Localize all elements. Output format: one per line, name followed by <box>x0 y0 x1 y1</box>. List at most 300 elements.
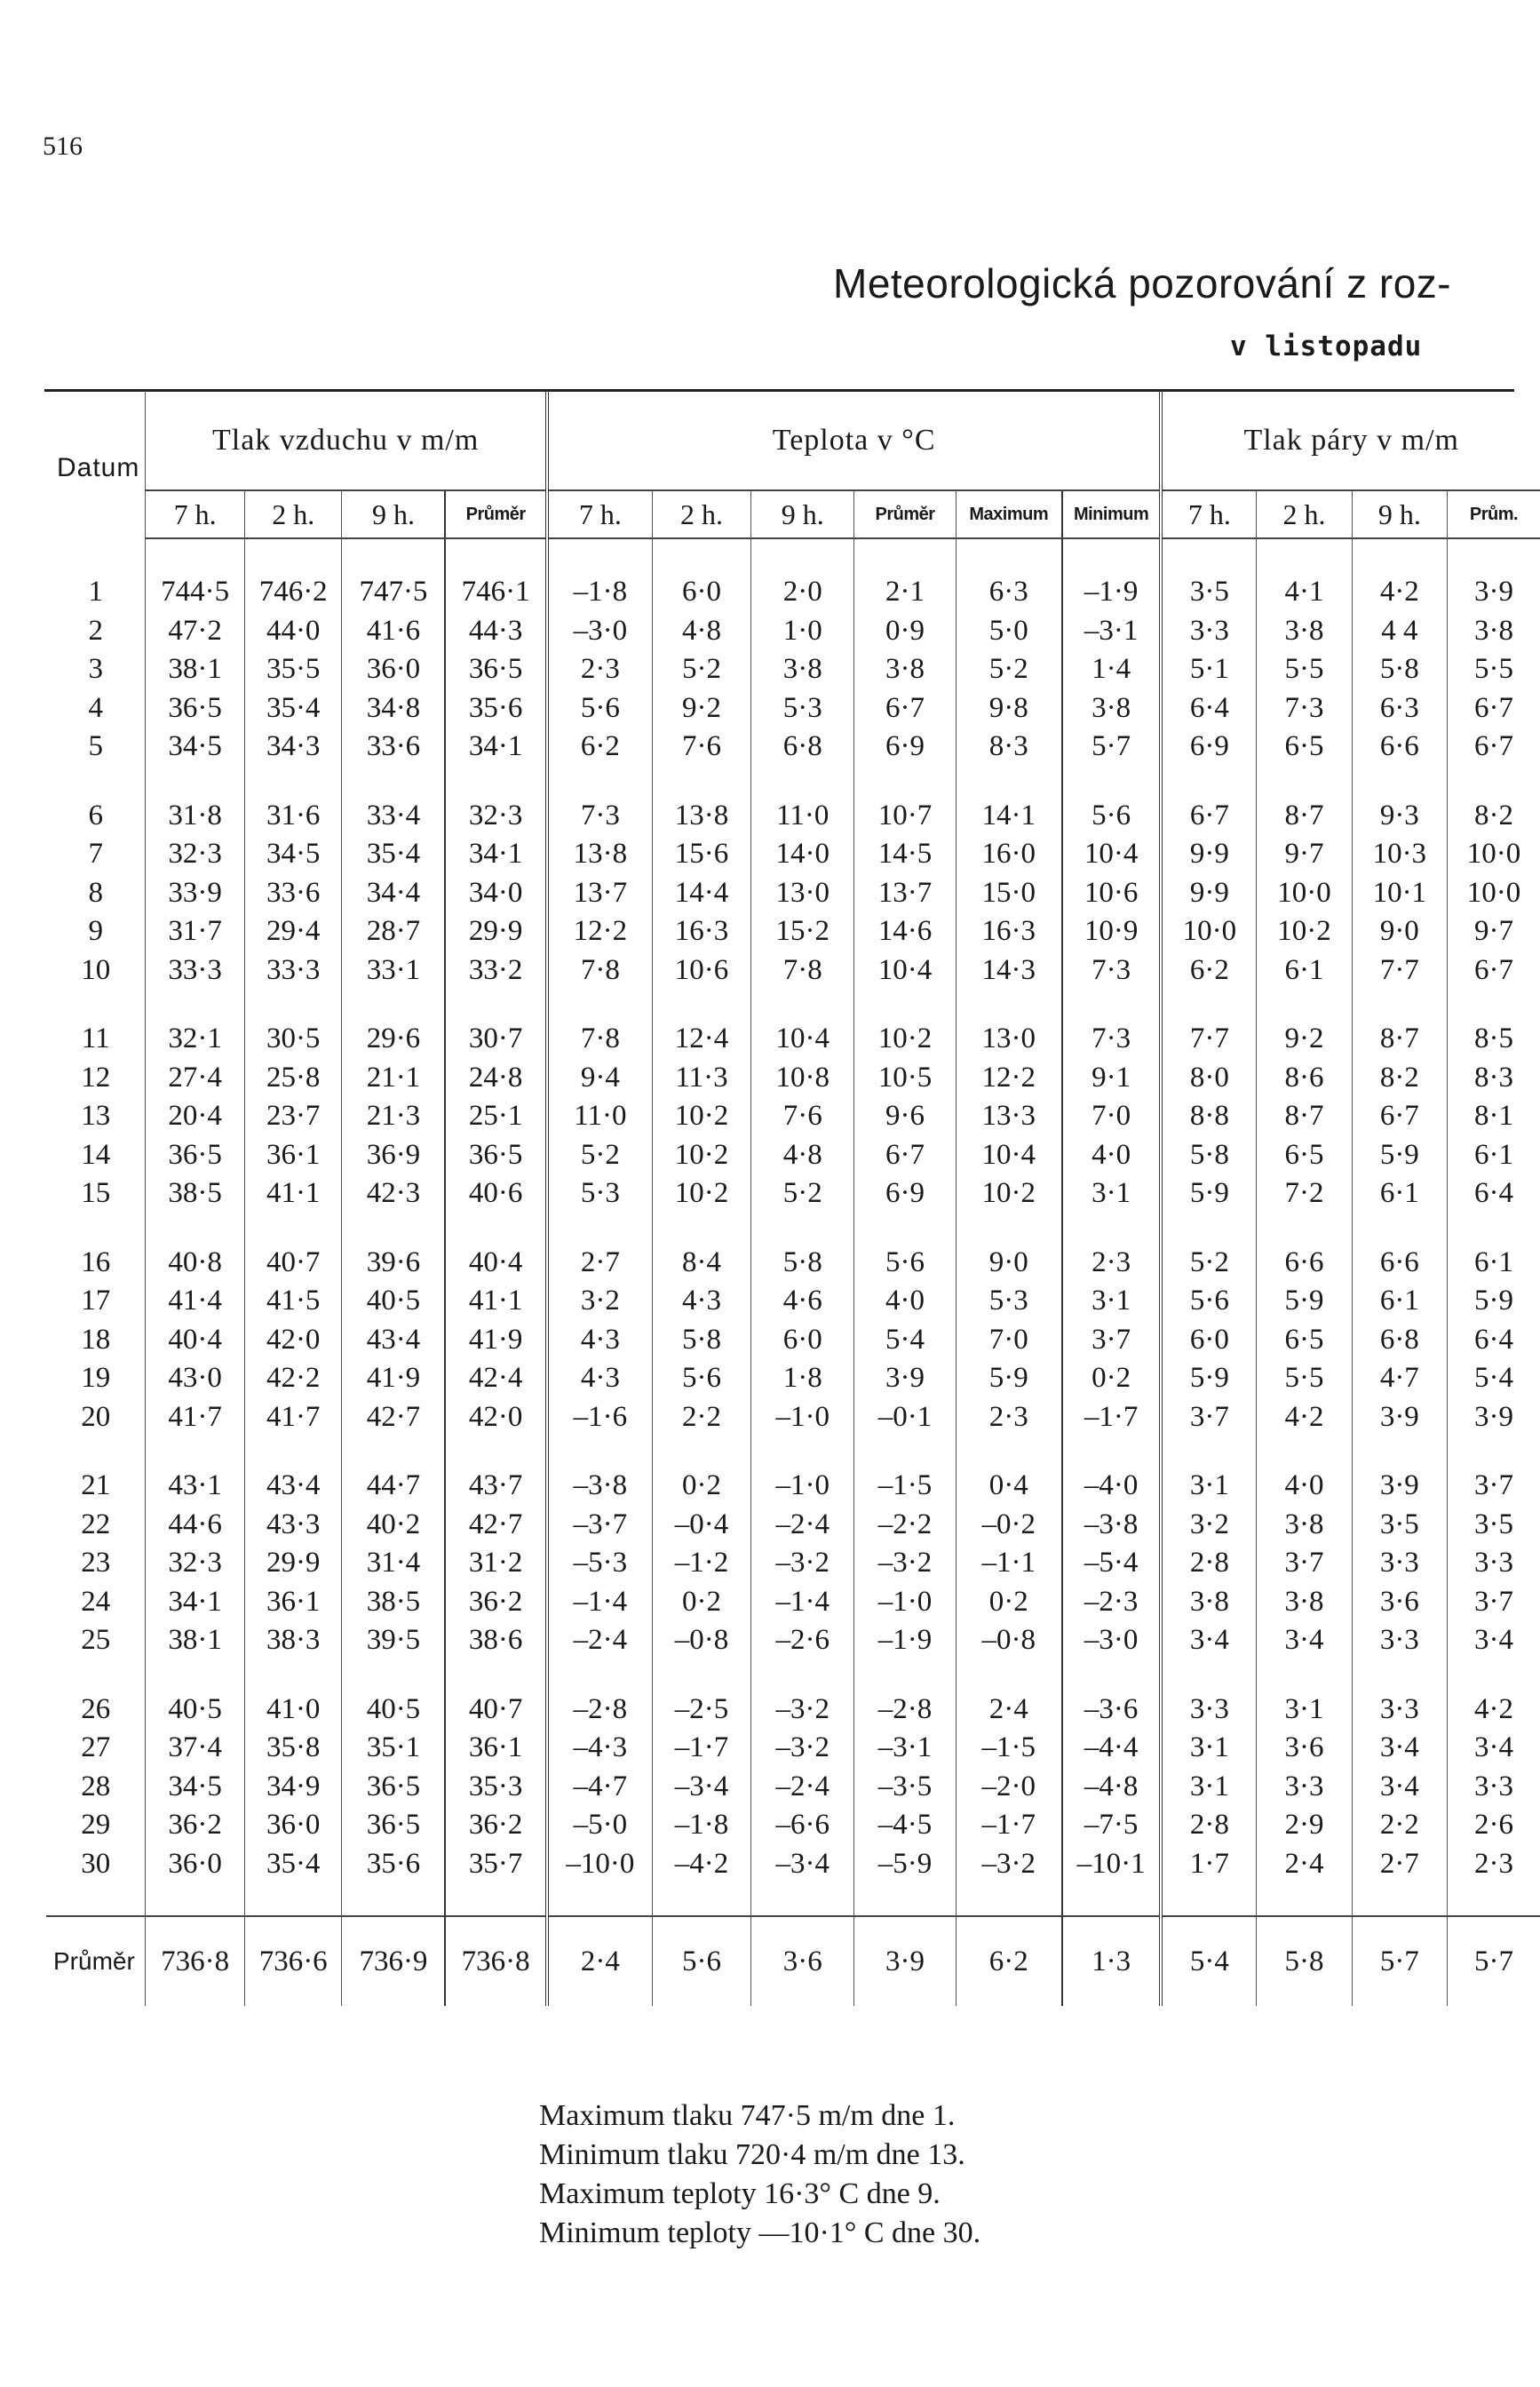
value-cell: 38·1 <box>146 650 245 689</box>
value-cell: 10·1 <box>1352 874 1447 913</box>
value-cell: 6·6 <box>1352 728 1447 767</box>
value-cell: 3·3 <box>1161 612 1256 651</box>
value-cell: 1·0 <box>751 612 854 651</box>
datum-header: Datum <box>57 453 140 482</box>
value-cell: 40·7 <box>244 1244 342 1283</box>
value-cell: 6·0 <box>1161 1321 1256 1360</box>
value-cell: 33·1 <box>342 951 445 991</box>
value-cell: –3·8 <box>547 1467 652 1506</box>
value-cell: 42·3 <box>342 1174 445 1213</box>
table-row <box>46 1691 1540 1730</box>
value-cell: 746·2 <box>244 573 342 612</box>
day-cell: 17 <box>81 1285 111 1317</box>
value-cell: –1·8 <box>547 573 652 612</box>
mean-value-cell: 5·7 <box>1352 1916 1447 2006</box>
value-cell: 31·4 <box>342 1544 445 1583</box>
value-cell: 4·3 <box>547 1321 652 1360</box>
mean-value-cell: 3·6 <box>751 1916 854 2006</box>
value-cell: –1·0 <box>751 1467 854 1506</box>
table-row <box>46 1359 1540 1398</box>
value-cell: –1·5 <box>854 1467 956 1506</box>
value-cell: –3·2 <box>956 1845 1062 1884</box>
value-cell: 33·4 <box>342 797 445 836</box>
value-cell: 7·3 <box>1257 689 1352 728</box>
value-cell: 36·1 <box>445 1729 547 1768</box>
value-cell: 47·2 <box>146 612 245 651</box>
value-cell: 32·3 <box>445 797 547 836</box>
value-cell: 13·7 <box>854 874 956 913</box>
table-row <box>46 650 1540 689</box>
table-row <box>46 1583 1540 1622</box>
value-cell: 14·5 <box>854 835 956 874</box>
value-cell: 3·3 <box>1352 1621 1447 1660</box>
value-cell: 5·8 <box>1161 1136 1256 1175</box>
value-cell: 38·3 <box>244 1621 342 1660</box>
value-cell: 6·4 <box>1447 1321 1540 1360</box>
value-cell: –4·4 <box>1062 1729 1162 1768</box>
value-cell: 3·2 <box>1161 1506 1256 1545</box>
table-row <box>46 612 1540 651</box>
value-cell: 25·8 <box>244 1059 342 1098</box>
value-cell: –4·0 <box>1062 1467 1162 1506</box>
value-cell: 42·0 <box>445 1398 547 1437</box>
value-cell: 4·7 <box>1352 1359 1447 1398</box>
value-cell: –3·0 <box>1062 1621 1162 1660</box>
value-cell: 8·0 <box>1161 1059 1256 1098</box>
value-cell: 0·4 <box>956 1467 1062 1506</box>
column-header-row <box>46 490 1540 538</box>
value-cell: 7·7 <box>1161 1020 1256 1059</box>
value-cell: 42·7 <box>342 1398 445 1437</box>
value-cell: 34·4 <box>342 874 445 913</box>
value-cell: 4·2 <box>1447 1691 1540 1730</box>
value-cell: 5·2 <box>751 1174 854 1213</box>
value-cell: 5·5 <box>1447 650 1540 689</box>
value-cell: –3·4 <box>751 1845 854 1884</box>
value-cell: –3·0 <box>547 612 652 651</box>
value-cell: 10·0 <box>1447 874 1540 913</box>
value-cell: 16·3 <box>652 912 750 951</box>
day-cell: 10 <box>81 953 111 986</box>
value-cell: 5·8 <box>751 1244 854 1283</box>
mean-value-cell: 3·9 <box>854 1916 956 2006</box>
value-cell: 8·7 <box>1257 1097 1352 1136</box>
table-row <box>46 1467 1540 1506</box>
column-header: Prům. <box>1447 490 1540 538</box>
value-cell: 7·0 <box>956 1321 1062 1360</box>
value-cell: 746·1 <box>445 573 547 612</box>
value-cell: –1·7 <box>1062 1398 1162 1437</box>
mean-value-cell: 5·7 <box>1447 1916 1540 2006</box>
value-cell: 12·4 <box>652 1020 750 1059</box>
value-cell: –5·0 <box>547 1806 652 1845</box>
value-cell: 20·4 <box>146 1097 245 1136</box>
table-row <box>46 1768 1540 1807</box>
value-cell: –0·8 <box>956 1621 1062 1660</box>
summary-block <box>539 2097 980 2253</box>
value-cell: 2·7 <box>1352 1845 1447 1884</box>
tlak-pary-header: Tlak páry v m/m <box>1161 391 1540 490</box>
column-header: 7 h. <box>146 490 245 538</box>
value-cell: 34·1 <box>445 835 547 874</box>
value-cell: 1·8 <box>751 1359 854 1398</box>
value-cell: 0·2 <box>652 1583 750 1622</box>
value-cell: 3·8 <box>854 650 956 689</box>
value-cell: 10·6 <box>652 951 750 991</box>
value-cell: 6·3 <box>956 573 1062 612</box>
mean-value-cell: 5·8 <box>1257 1916 1352 2006</box>
value-cell: 41·7 <box>146 1398 245 1437</box>
column-header: 7 h. <box>1161 490 1256 538</box>
value-cell: 40·6 <box>445 1174 547 1213</box>
table-row <box>46 1806 1540 1845</box>
value-cell: 3·6 <box>1257 1729 1352 1768</box>
value-cell: 3·3 <box>1352 1544 1447 1583</box>
value-cell: –0·8 <box>652 1621 750 1660</box>
table-row <box>46 1020 1540 1059</box>
table-row <box>46 728 1540 767</box>
mean-value-cell: 736·8 <box>445 1916 547 2006</box>
value-cell: 3·8 <box>1447 612 1540 651</box>
value-cell: 4·0 <box>1062 1136 1162 1175</box>
value-cell: 33·2 <box>445 951 547 991</box>
value-cell: 2·0 <box>751 573 854 612</box>
value-cell: 9·1 <box>1062 1059 1162 1098</box>
day-cell: 21 <box>81 1469 111 1501</box>
value-cell: –1·0 <box>751 1398 854 1437</box>
value-cell: 3·4 <box>1257 1621 1352 1660</box>
value-cell: 3·1 <box>1161 1729 1256 1768</box>
value-cell: 7·2 <box>1257 1174 1352 1213</box>
value-cell: 744·5 <box>146 573 245 612</box>
value-cell: 36·0 <box>146 1845 245 1884</box>
value-cell: 9·0 <box>1352 912 1447 951</box>
value-cell: 10·2 <box>956 1174 1062 1213</box>
value-cell: 7·8 <box>751 951 854 991</box>
value-cell: 14·1 <box>956 797 1062 836</box>
value-cell: –4·7 <box>547 1768 652 1807</box>
value-cell: 6·7 <box>854 1136 956 1175</box>
page-subtitle: v listopadu <box>1230 330 1423 362</box>
value-cell: 43·7 <box>445 1467 547 1506</box>
day-cell: 18 <box>81 1323 111 1356</box>
column-header: 2 h. <box>652 490 750 538</box>
column-header: 9 h. <box>342 490 445 538</box>
day-cell: 15 <box>81 1177 111 1209</box>
value-cell: 3·8 <box>1257 1583 1352 1622</box>
value-cell: 9·2 <box>1257 1020 1352 1059</box>
value-cell: –4·5 <box>854 1806 956 1845</box>
value-cell: 13·7 <box>547 874 652 913</box>
day-cell: 14 <box>81 1138 111 1171</box>
value-cell: 35·6 <box>342 1845 445 1884</box>
value-cell: 7·3 <box>547 797 652 836</box>
value-cell: 4·0 <box>854 1282 956 1321</box>
value-cell: 5·6 <box>652 1359 750 1398</box>
value-cell: 41·4 <box>146 1282 245 1321</box>
value-cell: 10·8 <box>751 1059 854 1098</box>
value-cell: 35·1 <box>342 1729 445 1768</box>
value-cell: 4·2 <box>1257 1398 1352 1437</box>
value-cell: 3·8 <box>1257 1506 1352 1545</box>
value-cell: 33·6 <box>244 874 342 913</box>
value-cell: 34·1 <box>146 1583 245 1622</box>
value-cell: 3·1 <box>1257 1691 1352 1730</box>
value-cell: 3·3 <box>1257 1768 1352 1807</box>
value-cell: 6·9 <box>1161 728 1256 767</box>
value-cell: 24·8 <box>445 1059 547 1098</box>
value-cell: 39·5 <box>342 1621 445 1660</box>
value-cell: –3·2 <box>751 1691 854 1730</box>
value-cell: 14·0 <box>751 835 854 874</box>
value-cell: 4·1 <box>1257 573 1352 612</box>
day-cell: 25 <box>81 1624 111 1656</box>
value-cell: 11·0 <box>547 1097 652 1136</box>
value-cell: 5·2 <box>652 650 750 689</box>
value-cell: 29·9 <box>244 1544 342 1583</box>
mean-value-cell: 736·9 <box>342 1916 445 2006</box>
value-cell: 2·3 <box>1447 1845 1540 1884</box>
value-cell: 11·0 <box>751 797 854 836</box>
column-header: 9 h. <box>751 490 854 538</box>
value-cell: 43·3 <box>244 1506 342 1545</box>
value-cell: 6·3 <box>1352 689 1447 728</box>
value-cell: –1·2 <box>652 1544 750 1583</box>
table-row <box>46 1097 1540 1136</box>
value-cell: 40·4 <box>445 1244 547 1283</box>
column-header: 2 h. <box>1257 490 1352 538</box>
value-cell: 4 4 <box>1352 612 1447 651</box>
value-cell: 44·7 <box>342 1467 445 1506</box>
value-cell: 35·3 <box>445 1768 547 1807</box>
summary-line-min-temperature: Minimum teploty —10·1° C dne 30. <box>539 2216 981 2249</box>
day-cell: 1 <box>88 576 103 608</box>
value-cell: 5·6 <box>854 1244 956 1283</box>
value-cell: 7·6 <box>652 728 750 767</box>
value-cell: 2·1 <box>854 573 956 612</box>
value-cell: 34·1 <box>445 728 547 767</box>
value-cell: 41·9 <box>342 1359 445 1398</box>
value-cell: 14·6 <box>854 912 956 951</box>
value-cell: 42·2 <box>244 1359 342 1398</box>
value-cell: 5·8 <box>1352 650 1447 689</box>
value-cell: 36·1 <box>244 1136 342 1175</box>
value-cell: 3·7 <box>1447 1583 1540 1622</box>
value-cell: 6·7 <box>1352 1097 1447 1136</box>
value-cell: 8·1 <box>1447 1097 1540 1136</box>
value-cell: 44·6 <box>146 1506 245 1545</box>
value-cell: 3·4 <box>1161 1621 1256 1660</box>
value-cell: 5·9 <box>1161 1174 1256 1213</box>
mean-value-cell: 2·4 <box>547 1916 652 2006</box>
value-cell: 9·9 <box>1161 874 1256 913</box>
value-cell: 35·4 <box>342 835 445 874</box>
value-cell: 0·9 <box>854 612 956 651</box>
value-cell: 40·5 <box>342 1282 445 1321</box>
value-cell: 2·9 <box>1257 1806 1352 1845</box>
value-cell: 0·2 <box>1062 1359 1162 1398</box>
value-cell: 42·0 <box>244 1321 342 1360</box>
value-cell: 16·3 <box>956 912 1062 951</box>
value-cell: 3·3 <box>1447 1768 1540 1807</box>
value-cell: 9·3 <box>1352 797 1447 836</box>
value-cell: –5·3 <box>547 1544 652 1583</box>
value-cell: 9·2 <box>652 689 750 728</box>
value-cell: 36·2 <box>445 1806 547 1845</box>
value-cell: 3·5 <box>1161 573 1256 612</box>
value-cell: 6·9 <box>854 728 956 767</box>
value-cell: 7·7 <box>1352 951 1447 991</box>
value-cell: 3·8 <box>1062 689 1162 728</box>
value-cell: –1·5 <box>956 1729 1062 1768</box>
value-cell: 5·6 <box>1161 1282 1256 1321</box>
value-cell: –3·1 <box>854 1729 956 1768</box>
value-cell: 5·6 <box>547 689 652 728</box>
value-cell: 41·5 <box>244 1282 342 1321</box>
value-cell: 8·7 <box>1352 1020 1447 1059</box>
value-cell: 38·5 <box>146 1174 245 1213</box>
value-cell: –0·2 <box>956 1506 1062 1545</box>
value-cell: 4·3 <box>547 1359 652 1398</box>
value-cell: 33·9 <box>146 874 245 913</box>
value-cell: 41·0 <box>244 1691 342 1730</box>
value-cell: 31·7 <box>146 912 245 951</box>
value-cell: 36·9 <box>342 1136 445 1175</box>
value-cell: –1·4 <box>751 1583 854 1622</box>
summary-line-max-temperature: Maximum teploty 16·3° C dne 9. <box>539 2177 941 2210</box>
value-cell: 38·6 <box>445 1621 547 1660</box>
value-cell: 10·4 <box>751 1020 854 1059</box>
value-cell: 3·9 <box>1447 1398 1540 1437</box>
column-header: Průměr <box>445 490 547 538</box>
value-cell: 15·0 <box>956 874 1062 913</box>
value-cell: 34·8 <box>342 689 445 728</box>
mean-value-cell: 736·6 <box>244 1916 342 2006</box>
value-cell: 5·9 <box>1352 1136 1447 1175</box>
value-cell: 8·4 <box>652 1244 750 1283</box>
value-cell: 13·8 <box>547 835 652 874</box>
value-cell: 1·4 <box>1062 650 1162 689</box>
page-title: Meteorologická pozorování z roz- <box>833 260 1452 306</box>
value-cell: 5·1 <box>1161 650 1256 689</box>
value-cell: 6·1 <box>1447 1244 1540 1283</box>
value-cell: 6·7 <box>1161 797 1256 836</box>
value-cell: 10·5 <box>854 1059 956 1098</box>
value-cell: 42·4 <box>445 1359 547 1398</box>
value-cell: 10·2 <box>652 1097 750 1136</box>
value-cell: 3·6 <box>1352 1583 1447 1622</box>
value-cell: 4·2 <box>1352 573 1447 612</box>
value-cell: –4·8 <box>1062 1768 1162 1807</box>
value-cell: 7·8 <box>547 1020 652 1059</box>
value-cell: 41·1 <box>244 1174 342 1213</box>
value-cell: 4·8 <box>751 1136 854 1175</box>
value-cell: 4·3 <box>652 1282 750 1321</box>
table-row <box>46 951 1540 991</box>
value-cell: 3·4 <box>1352 1729 1447 1768</box>
value-cell: 6·7 <box>1447 728 1540 767</box>
value-cell: –2·4 <box>547 1621 652 1660</box>
value-cell: 6·1 <box>1352 1282 1447 1321</box>
day-cell: 11 <box>81 1022 110 1054</box>
value-cell: 747·5 <box>342 573 445 612</box>
value-cell: 34·9 <box>244 1768 342 1807</box>
value-cell: 34·0 <box>445 874 547 913</box>
value-cell: –3·2 <box>854 1544 956 1583</box>
value-cell: 15·2 <box>751 912 854 951</box>
value-cell: 3·5 <box>1352 1506 1447 1545</box>
value-cell: –2·5 <box>652 1691 750 1730</box>
value-cell: 7·6 <box>751 1097 854 1136</box>
value-cell: 30·5 <box>244 1020 342 1059</box>
value-cell: –10·0 <box>547 1845 652 1884</box>
value-cell: 5·5 <box>1257 650 1352 689</box>
value-cell: 29·6 <box>342 1020 445 1059</box>
value-cell: 40·7 <box>445 1691 547 1730</box>
value-cell: 8·5 <box>1447 1020 1540 1059</box>
value-cell: 9·7 <box>1257 835 1352 874</box>
table-row <box>46 835 1540 874</box>
value-cell: 36·5 <box>342 1768 445 1807</box>
value-cell: 6·6 <box>1257 1244 1352 1283</box>
value-cell: 43·4 <box>342 1321 445 1360</box>
value-cell: 40·2 <box>342 1506 445 1545</box>
value-cell: 32·3 <box>146 1544 245 1583</box>
value-cell: 36·0 <box>244 1806 342 1845</box>
value-cell: 3·5 <box>1447 1506 1540 1545</box>
value-cell: 13·8 <box>652 797 750 836</box>
day-cell: 16 <box>81 1245 111 1278</box>
table-row <box>46 1398 1540 1437</box>
value-cell: –2·6 <box>751 1621 854 1660</box>
mean-value-cell: 5·4 <box>1161 1916 1256 2006</box>
value-cell: 40·5 <box>342 1691 445 1730</box>
value-cell: 35·5 <box>244 650 342 689</box>
value-cell: 5·4 <box>854 1321 956 1360</box>
value-cell: 35·4 <box>244 1845 342 1884</box>
value-cell: 3·3 <box>1352 1691 1447 1730</box>
value-cell: –3·8 <box>1062 1506 1162 1545</box>
value-cell: 28·7 <box>342 912 445 951</box>
teplota-header: Teplota v °C <box>547 391 1162 490</box>
value-cell: 2·4 <box>956 1691 1062 1730</box>
value-cell: 34·5 <box>146 1768 245 1807</box>
value-cell: 5·9 <box>956 1359 1062 1398</box>
value-cell: 34·3 <box>244 728 342 767</box>
value-cell: 6·1 <box>1352 1174 1447 1213</box>
value-cell: 2·3 <box>547 650 652 689</box>
value-cell: 6·9 <box>854 1174 956 1213</box>
value-cell: –6·6 <box>751 1806 854 1845</box>
value-cell: 6·0 <box>652 573 750 612</box>
value-cell: 35·4 <box>244 689 342 728</box>
value-cell: 36·5 <box>342 1806 445 1845</box>
value-cell: 9·8 <box>956 689 1062 728</box>
value-cell: 8·7 <box>1257 797 1352 836</box>
value-cell: 8·2 <box>1447 797 1540 836</box>
day-cell: 28 <box>81 1770 111 1802</box>
value-cell: 41·1 <box>445 1282 547 1321</box>
value-cell: 23·7 <box>244 1097 342 1136</box>
value-cell: 6·1 <box>1257 951 1352 991</box>
value-cell: 31·2 <box>445 1544 547 1583</box>
value-cell: 8·3 <box>1447 1059 1540 1098</box>
value-cell: 5·6 <box>1062 797 1162 836</box>
value-cell: –1·4 <box>547 1583 652 1622</box>
value-cell: 40·8 <box>146 1244 245 1283</box>
page-number: 516 <box>43 131 83 161</box>
value-cell: 3·1 <box>1062 1282 1162 1321</box>
